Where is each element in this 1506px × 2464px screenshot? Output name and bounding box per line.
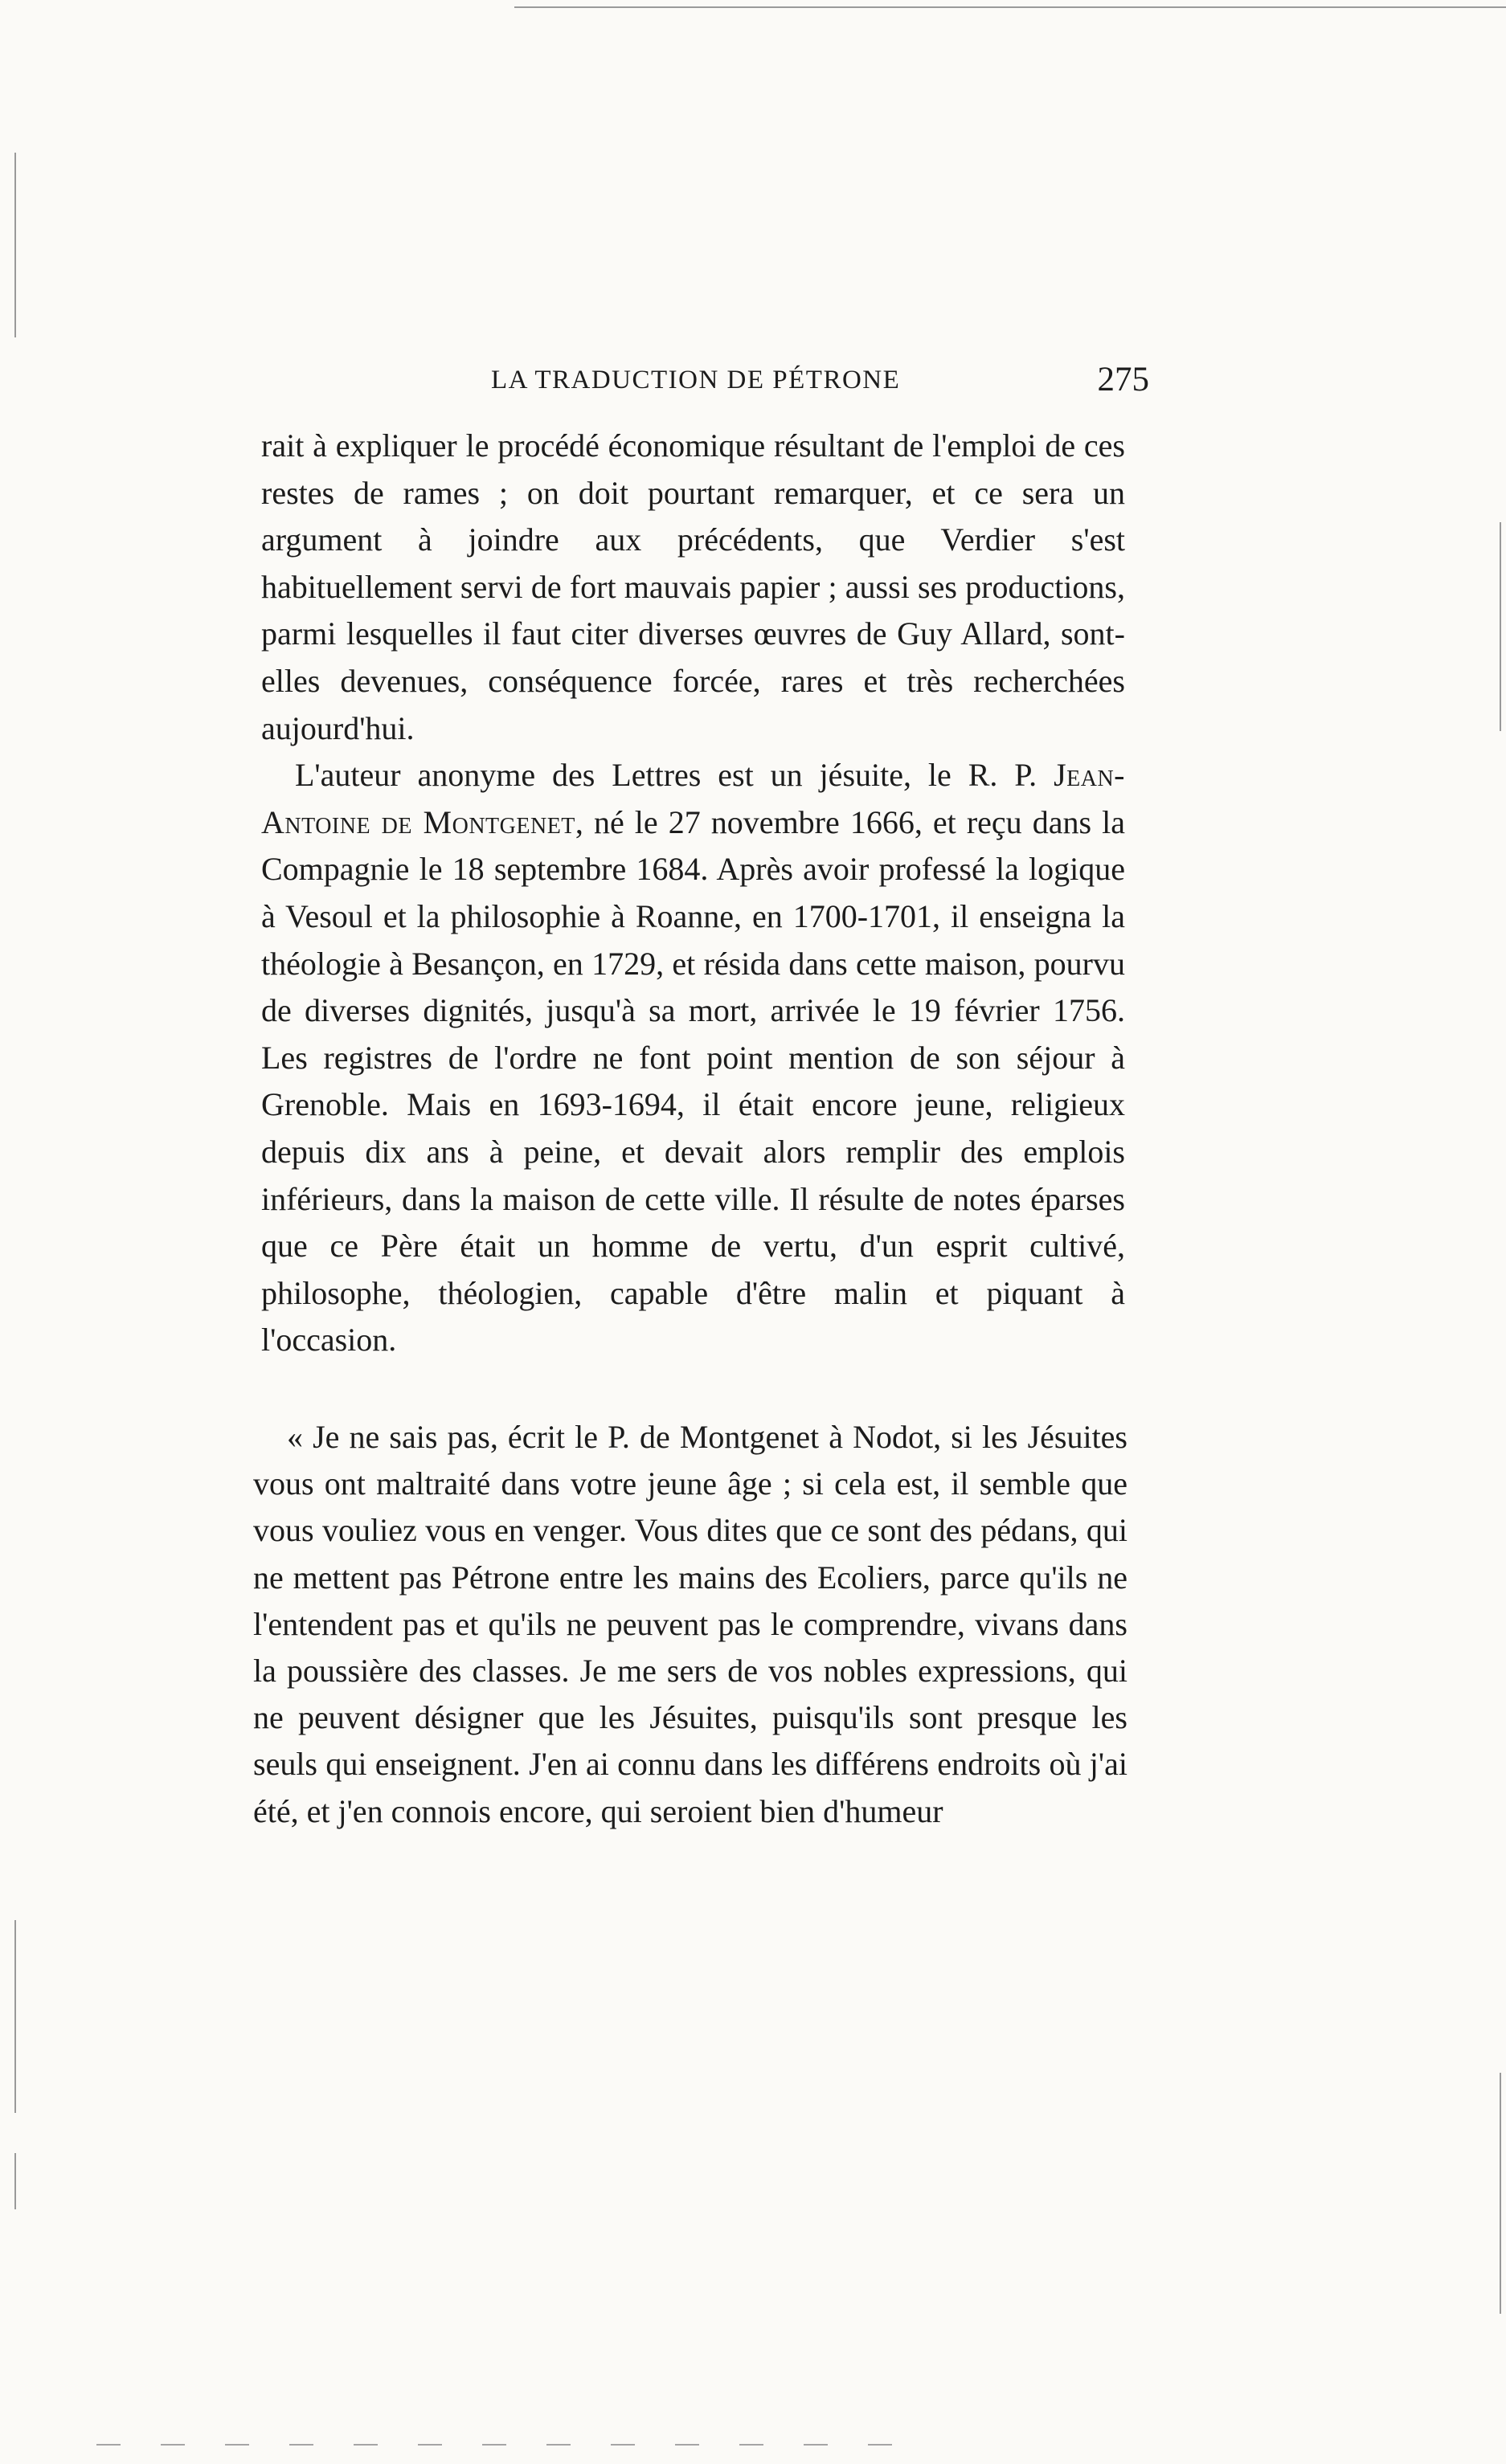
page-edge-right (1500, 522, 1501, 731)
paragraph-quotation: « Je ne sais pas, écrit le P. de Montgenet à Nodot, si les Jésuites vous ont maltraité dans votre jeune âge ; si cela est, il semble que vous vouliez vous en venger. Vous dites que ce sont des pédans, qui ne mettent pas Pétrone entre les mains des Ecoliers, parce qu'ils ne l'entendent pas et qu'ils ne peuvent pas le comprendre, vivans dans la poussière des classes. Je me sers de vos nobles expressions, qui ne peuvent désigner que les Jésuites, puisqu'ils sont presque les seuls qui enseignent. J'en ai connu dans les différens endroits où j'ai été, et j'en connois encore, qui seroient bien d'humeur (253, 1419, 1127, 1829)
paragraph-author-rest: , né le 27 novembre 1666, et reçu dans la Compagnie le 18 septembre 1684. Après avoir professé la logique à Vesoul et la philosophie à Roanne, en 1700-1701, il enseigna la théologie à Besançon, en 1729, et résida dans cette maison, pourvu de diverses dignités, jusqu'à sa mort, arrivée le 19 février 1756. Les registres de l'ordre ne font point mention de son séjour à Grenoble. Mais en 1693-1694, il était encore jeune, religieux depuis dix ans à peine, et devait alors remplir des emplois inférieurs, dans la maison de cette ville. Il résulte de notes éparses que ce Père était un homme de vertu, d'un esprit cultivé, philosophe, théologien, capable d'être malin et piquant à l'occasion. (261, 803, 1125, 1359)
main-text (261, 423, 1125, 1364)
page-edge-left (14, 2153, 16, 2209)
page-edge-left (14, 1920, 16, 2113)
paragraph-author-intro: L'auteur anonyme des Lettres est un jésuite, le R. P. (295, 757, 1054, 794)
paragraph-author (261, 752, 1125, 1364)
author-name: Jean-Antoine de Montgenet (261, 757, 1125, 840)
paragraph-continuation: rait à expliquer le procédé économique résultant de l'emploi de ces restes de rames ; on doit pourtant remarquer, et ce sera un argument à joindre aux précédents, que Verdier s'est habituellement servi de fort mauvais papier ; aussi ses productions, parmi lesquelles il faut citer diverses œuvres de Guy Allard, sont-elles devenues, conséquence forcée, rares et très recherchées aujourd'hui. (261, 427, 1125, 746)
page-edge-left (14, 153, 16, 337)
quoted-letter (253, 1414, 1127, 1835)
page-number: 275 (1097, 361, 1149, 398)
page-header (261, 360, 1149, 400)
page-edge-right (1500, 2073, 1501, 2314)
page-edge-bottom (96, 2444, 900, 2446)
page-edge-top (514, 6, 1506, 8)
running-head: LA TRADUCTION DE PÉTRONE (491, 366, 901, 394)
